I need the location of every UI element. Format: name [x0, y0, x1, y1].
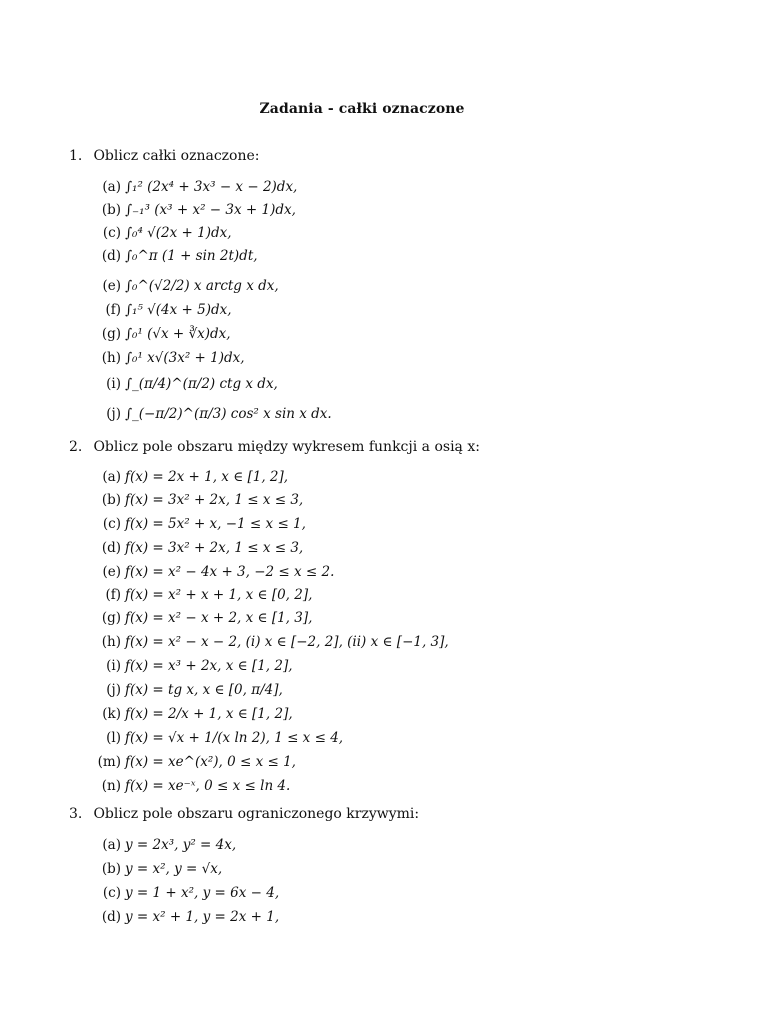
list-item: [89, 631, 449, 653]
list-item: [89, 245, 258, 267]
item-expression: f(x) = x³ + 2x, x ∈ [1, 2],: [125, 658, 293, 674]
item-label: (k): [102, 706, 121, 722]
section-number: 3.: [69, 806, 83, 822]
item-label: (a): [102, 837, 121, 853]
item-label: (b): [101, 492, 121, 508]
item-label: (e): [102, 564, 121, 580]
list-item: [89, 347, 245, 369]
item-label: (d): [101, 248, 121, 264]
item-expression: ∫₁² (2x⁴ + 3x³ − x − 2)dx,: [125, 179, 298, 195]
section-1-heading: [69, 148, 259, 164]
section-3-heading: [69, 806, 419, 822]
section-text: Oblicz całki oznaczone:: [93, 148, 260, 164]
page-title: Zadania - całki oznaczone: [259, 101, 465, 117]
list-item: [89, 858, 222, 880]
section-text: Oblicz pole obszaru między wykresem funkcji a osią x:: [93, 439, 480, 455]
list-item: [89, 323, 231, 345]
item-label: (f): [105, 587, 121, 603]
list-item: [89, 607, 312, 629]
item-label: (c): [102, 885, 121, 901]
item-label: (h): [101, 634, 121, 650]
item-expression: ∫₀^(√2/2) x arctg x dx,: [125, 278, 279, 294]
item-label: (b): [101, 202, 121, 218]
item-expression: f(x) = xe⁻ˣ, 0 ≤ x ≤ ln 4.: [125, 778, 291, 794]
list-item: [89, 275, 279, 297]
item-label: (a): [102, 469, 121, 485]
section-2-heading: [69, 439, 480, 455]
item-expression: ∫₁⁵ √(4x + 5)dx,: [125, 302, 232, 318]
item-expression: f(x) = tg x, x ∈ [0, π/4],: [125, 682, 283, 698]
item-label: (d): [101, 909, 121, 925]
item-expression: f(x) = xe^(x²), 0 ≤ x ≤ 1,: [125, 754, 296, 770]
list-item: [89, 882, 279, 904]
list-item: [89, 561, 334, 583]
list-item: [89, 679, 283, 701]
section-number: 2.: [69, 439, 83, 455]
item-expression: ∫₀¹ x√(3x² + 1)dx,: [125, 350, 245, 366]
item-expression: ∫_(π/4)^(π/2) ctg x dx,: [125, 376, 278, 392]
item-expression: ∫_(−π/2)^(π/3) cos² x sin x dx.: [125, 406, 332, 422]
item-label: (c): [102, 516, 121, 532]
item-label: (l): [106, 730, 121, 746]
list-item: [89, 373, 278, 395]
item-label: (g): [101, 610, 121, 626]
item-label: (i): [106, 376, 121, 392]
item-expression: f(x) = x² + x + 1, x ∈ [0, 2],: [125, 587, 313, 603]
item-expression: y = 2x³, y² = 4x,: [125, 837, 237, 853]
item-label: (d): [101, 540, 121, 556]
item-expression: y = x², y = √x,: [125, 861, 223, 877]
list-item: [89, 199, 296, 221]
item-expression: y = 1 + x², y = 6x − 4,: [125, 885, 280, 901]
list-item: [89, 513, 306, 535]
item-label: (j): [106, 406, 121, 422]
list-item: [89, 537, 303, 559]
item-expression: ∫₀^π (1 + sin 2t)dt,: [125, 248, 258, 264]
item-label: (i): [106, 658, 121, 674]
item-expression: f(x) = √x + 1/(x ln 2), 1 ≤ x ≤ 4,: [125, 730, 344, 746]
list-item: [89, 222, 232, 244]
section-text: Oblicz pole obszaru ograniczonego krzywymi:: [93, 806, 420, 822]
item-label: (f): [105, 302, 121, 318]
item-label: (j): [106, 682, 121, 698]
section-number: 1.: [69, 148, 83, 164]
list-item: [89, 655, 293, 677]
list-item: [89, 727, 343, 749]
item-label: (m): [97, 754, 121, 770]
item-label: (n): [101, 778, 121, 794]
list-item: [89, 703, 293, 725]
item-label: (g): [101, 326, 121, 342]
item-expression: f(x) = 3x² + 2x, 1 ≤ x ≤ 3,: [125, 540, 304, 556]
item-expression: y = x² + 1, y = 2x + 1,: [125, 909, 280, 925]
item-label: (c): [102, 225, 121, 241]
list-item: [89, 906, 279, 928]
list-item: [89, 775, 290, 797]
item-label: (e): [102, 278, 121, 294]
item-expression: f(x) = 2x + 1, x ∈ [1, 2],: [125, 469, 289, 485]
list-item: [89, 176, 297, 198]
list-item: [89, 751, 296, 773]
item-label: (a): [102, 179, 121, 195]
item-expression: f(x) = x² − 4x + 3, −2 ≤ x ≤ 2.: [125, 564, 335, 580]
item-label: (b): [101, 861, 121, 877]
item-expression: f(x) = x² − x − 2, (i) x ∈ [−2, 2], (ii) x ∈ [−1, 3],: [125, 634, 449, 650]
list-item: [89, 403, 332, 425]
item-expression: ∫₋₁³ (x³ + x² − 3x + 1)dx,: [125, 202, 296, 218]
list-item: [89, 489, 303, 511]
item-expression: ∫₀¹ (√x + ∛x)dx,: [125, 326, 231, 342]
list-item: [89, 299, 232, 321]
item-expression: f(x) = 2/x + 1, x ∈ [1, 2],: [125, 706, 293, 722]
item-expression: f(x) = 3x² + 2x, 1 ≤ x ≤ 3,: [125, 492, 304, 508]
list-item: [89, 834, 236, 856]
item-label: (h): [101, 350, 121, 366]
item-expression: ∫₀⁴ √(2x + 1)dx,: [125, 225, 232, 241]
item-expression: f(x) = 5x² + x, −1 ≤ x ≤ 1,: [125, 516, 306, 532]
item-expression: f(x) = x² − x + 2, x ∈ [1, 3],: [125, 610, 313, 626]
list-item: [89, 584, 312, 606]
list-item: [89, 466, 288, 488]
